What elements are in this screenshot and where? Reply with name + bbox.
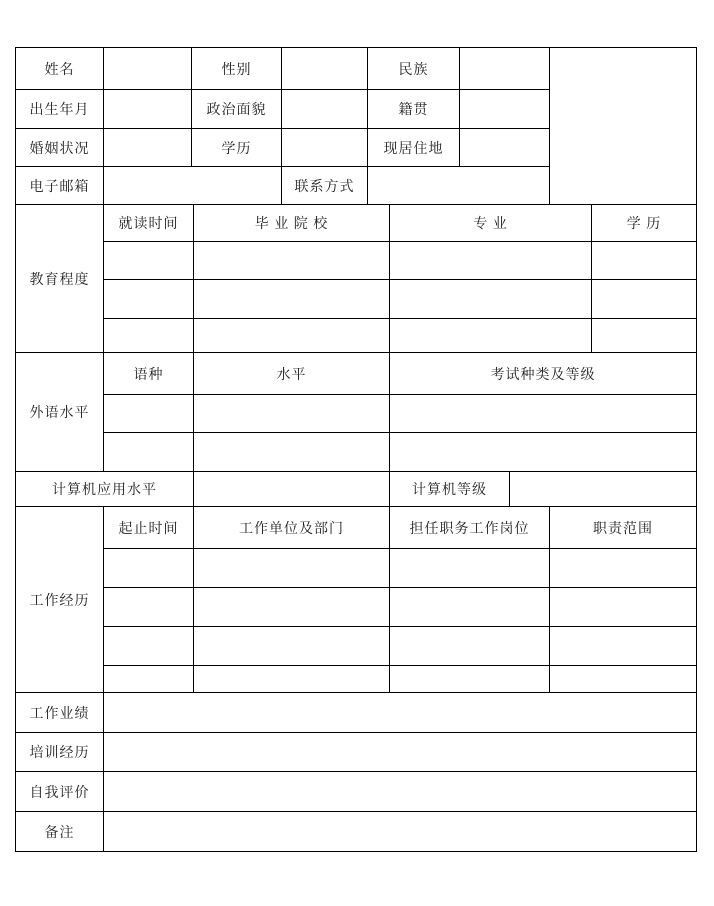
remarks-row: [16, 812, 697, 852]
education-header-degree: 学 历: [592, 205, 697, 242]
work-header-company: 工作单位及部门: [194, 507, 390, 549]
table-row: [16, 167, 550, 205]
work-cell[interactable]: [550, 627, 697, 666]
personal-info-grid: [16, 48, 550, 205]
self-evaluation-value-cell[interactable]: [104, 772, 697, 812]
resume-form-table: [15, 47, 697, 852]
table-header-row: [104, 205, 697, 242]
ethnicity-value-cell[interactable]: [460, 48, 550, 90]
computer-skill-value-cell[interactable]: [194, 472, 390, 507]
education-cell[interactable]: [104, 319, 194, 353]
education-cell[interactable]: [592, 280, 697, 319]
work-cell[interactable]: [390, 666, 550, 693]
work-header-position: 担任职务工作岗位: [390, 507, 550, 549]
education-cell[interactable]: [194, 319, 390, 353]
table-row: [16, 48, 550, 90]
degree-value-cell[interactable]: [282, 129, 368, 167]
language-cell[interactable]: [194, 395, 390, 433]
education-cell[interactable]: [104, 280, 194, 319]
work-cell[interactable]: [550, 666, 697, 693]
achievements-value-cell[interactable]: [104, 693, 697, 733]
work-cell[interactable]: [104, 627, 194, 666]
table-header-row: [104, 507, 697, 549]
education-header-study-period: 就读时间: [104, 205, 194, 242]
remarks-label: 备注: [16, 812, 104, 852]
gender-label: 性别: [192, 48, 282, 90]
political-status-value-cell[interactable]: [282, 90, 368, 129]
work-header-period: 起止时间: [104, 507, 194, 549]
table-row: [104, 627, 697, 666]
self-evaluation-row: [16, 772, 697, 812]
work-section-label: 工作经历: [16, 507, 104, 693]
work-cell[interactable]: [390, 627, 550, 666]
work-grid: [104, 507, 697, 693]
education-cell[interactable]: [390, 319, 592, 353]
education-grid: [104, 205, 697, 353]
education-cell[interactable]: [390, 242, 592, 280]
table-row: [104, 666, 697, 693]
computer-skill-label: 计算机应用水平: [16, 472, 194, 507]
work-cell[interactable]: [104, 588, 194, 627]
work-cell[interactable]: [104, 549, 194, 588]
work-cell[interactable]: [390, 588, 550, 627]
residence-label: 现居住地: [368, 129, 460, 167]
email-value-cell[interactable]: [104, 167, 282, 205]
name-value-cell[interactable]: [104, 48, 192, 90]
table-header-row: [104, 353, 697, 395]
gender-value-cell[interactable]: [282, 48, 368, 90]
photo-box[interactable]: [550, 48, 697, 205]
language-cell[interactable]: [104, 433, 194, 472]
training-row: [16, 733, 697, 772]
political-status-label: 政治面貌: [192, 90, 282, 129]
language-header-exam-grade: 考试种类及等级: [390, 353, 697, 395]
training-value-cell[interactable]: [104, 733, 697, 772]
language-section: [16, 353, 697, 472]
language-cell[interactable]: [104, 395, 194, 433]
table-row: [16, 129, 550, 167]
achievements-row: [16, 693, 697, 733]
work-cell[interactable]: [194, 627, 390, 666]
language-cell[interactable]: [194, 433, 390, 472]
work-cell[interactable]: [550, 549, 697, 588]
work-cell[interactable]: [194, 549, 390, 588]
native-place-label: 籍贯: [368, 90, 460, 129]
table-row: [104, 242, 697, 280]
work-header-duty: 职责范围: [550, 507, 697, 549]
ethnicity-label: 民族: [368, 48, 460, 90]
language-cell[interactable]: [390, 433, 697, 472]
table-row: [104, 395, 697, 433]
marital-status-label: 婚姻状况: [16, 129, 104, 167]
degree-label: 学历: [192, 129, 282, 167]
achievements-label: 工作业绩: [16, 693, 104, 733]
birth-date-label: 出生年月: [16, 90, 104, 129]
name-label: 姓名: [16, 48, 104, 90]
language-header-level: 水平: [194, 353, 390, 395]
table-row: [104, 588, 697, 627]
education-cell[interactable]: [592, 242, 697, 280]
birth-date-value-cell[interactable]: [104, 90, 192, 129]
work-cell[interactable]: [390, 549, 550, 588]
table-row: [16, 90, 550, 129]
language-grid: [104, 353, 697, 472]
education-section-label: 教育程度: [16, 205, 104, 353]
contact-label: 联系方式: [282, 167, 368, 205]
residence-value-cell[interactable]: [460, 129, 550, 167]
work-cell[interactable]: [550, 588, 697, 627]
language-header-type: 语种: [104, 353, 194, 395]
work-section: [16, 507, 697, 693]
education-cell[interactable]: [104, 242, 194, 280]
table-row: [104, 280, 697, 319]
work-cell[interactable]: [194, 588, 390, 627]
native-place-value-cell[interactable]: [460, 90, 550, 129]
training-label: 培训经历: [16, 733, 104, 772]
contact-value-cell[interactable]: [368, 167, 550, 205]
table-row: [104, 433, 697, 472]
education-cell[interactable]: [194, 280, 390, 319]
table-row: [104, 319, 697, 353]
education-cell[interactable]: [390, 280, 592, 319]
marital-status-value-cell[interactable]: [104, 129, 192, 167]
self-evaluation-label: 自我评价: [16, 772, 104, 812]
education-section: [16, 205, 697, 353]
language-section-label: 外语水平: [16, 353, 104, 472]
email-label: 电子邮箱: [16, 167, 104, 205]
personal-info-section: [16, 48, 697, 205]
language-cell[interactable]: [390, 395, 697, 433]
education-cell[interactable]: [194, 242, 390, 280]
table-row: [104, 549, 697, 588]
computer-grade-label: 计算机等级: [390, 472, 510, 507]
education-cell[interactable]: [592, 319, 697, 353]
computer-grade-value-cell[interactable]: [510, 472, 697, 507]
education-header-major: 专 业: [390, 205, 592, 242]
computer-skill-row: [16, 472, 697, 507]
work-cell[interactable]: [194, 666, 390, 693]
remarks-value-cell[interactable]: [104, 812, 697, 852]
work-cell[interactable]: [104, 666, 194, 693]
education-header-school: 毕 业 院 校: [194, 205, 390, 242]
